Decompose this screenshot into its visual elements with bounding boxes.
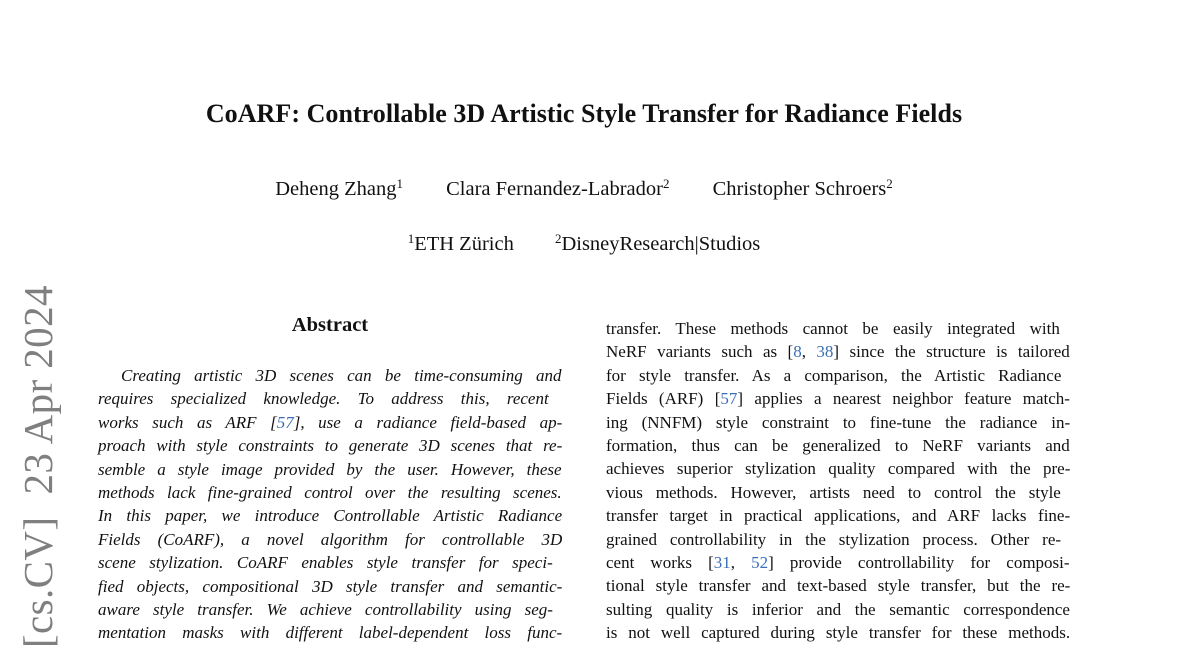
- text-line: scene stylization. CoARF enables style transfer for speci-: [98, 553, 553, 573]
- affiliation-mark: 1: [407, 231, 415, 246]
- text-line: aware style transfer. We achieve controllability using seg-: [98, 600, 553, 619]
- text-line: NeRF variants such as [8, 38] since the structure is tailored: [606, 342, 1070, 362]
- author-2: [446, 178, 669, 201]
- author-list: [0, 178, 1168, 201]
- arxiv-category: [cs.CV]: [15, 516, 61, 648]
- text-line: proach with style constraints to generate 3D scenes that re-: [98, 436, 563, 456]
- affiliation-mark: 2: [554, 231, 562, 246]
- affiliation-name: DisneyResearch|Studios: [561, 233, 761, 255]
- text-line: ing (NNFM) style constraint to fine-tune the radiance in-: [606, 412, 1071, 432]
- text-line: mentation masks with different label-dependent loss func-: [98, 623, 563, 643]
- arxiv-date: 23 Apr 2024: [15, 285, 61, 495]
- text-line: grained controllability in the stylization process. Other re-: [606, 529, 1062, 549]
- text-line: fied objects, compositional 3D style transfer and semantic-: [98, 576, 563, 596]
- text-line: vious methods. However, artists need to control the style: [606, 482, 1061, 502]
- text-line: methods lack fine-grained control over the resulting scenes.: [98, 483, 562, 502]
- author-3: [713, 178, 893, 201]
- author-1: [275, 178, 403, 201]
- paper-title: CoARF: Controllable 3D Artistic Style Transfer for Radiance Fields: [205, 99, 963, 128]
- affiliation-list: [0, 233, 1168, 256]
- text-line: cent works [31, 52] provide controllability for composi-: [606, 553, 1070, 572]
- affiliation-1: [408, 233, 514, 256]
- text-line: sulting quality is inferior and the semantic correspondence: [606, 599, 1070, 619]
- author-affiliation-mark: 2: [662, 176, 670, 191]
- text-line: works such as ARF [57], use a radiance field-based ap-: [98, 412, 563, 432]
- text-line: Fields (CoARF), a novel algorithm for controllable 3D: [98, 529, 563, 549]
- affiliation-2: [555, 233, 760, 256]
- author-name: Deheng Zhang: [275, 178, 397, 200]
- text-line: tional style transfer and text-based style transfer, but the re-: [606, 576, 1071, 596]
- text-line: Creating artistic 3D scenes can be time-consuming and: [121, 366, 562, 385]
- affiliation-name: ETH Zürich: [414, 233, 514, 255]
- text-line: In this paper, we introduce Controllable Artistic Radiance: [98, 506, 563, 526]
- author-name: Christopher Schroers: [712, 178, 887, 200]
- abstract-heading: Abstract: [291, 314, 369, 336]
- text-line: is not well captured during style transfer for these methods.: [606, 623, 1071, 643]
- author-affiliation-mark: 1: [396, 176, 403, 191]
- text-line: for style transfer. As a comparison, the Artistic Radiance: [606, 365, 1062, 385]
- text-line: requires specialized knowledge. To address this, recent: [98, 389, 549, 409]
- text-line: achieves superior stylization quality compared with the pre-: [606, 459, 1071, 479]
- text-line: semble a style image provided by the user. However, these: [98, 459, 562, 479]
- author-affiliation-mark: 2: [886, 176, 893, 191]
- text-line: formation, thus can be generalized to NeRF variants and: [606, 436, 1070, 455]
- author-name: Clara Fernandez-Labrador: [446, 178, 663, 200]
- text-line: transfer. These methods cannot be easily integrated with: [606, 319, 1060, 338]
- text-line: Fields (ARF) [57] applies a nearest neighbor feature match-: [606, 389, 1070, 409]
- arxiv-stamp: [14, 285, 62, 648]
- text-line: transfer target in practical applications, and ARF lacks fine-: [606, 506, 1071, 526]
